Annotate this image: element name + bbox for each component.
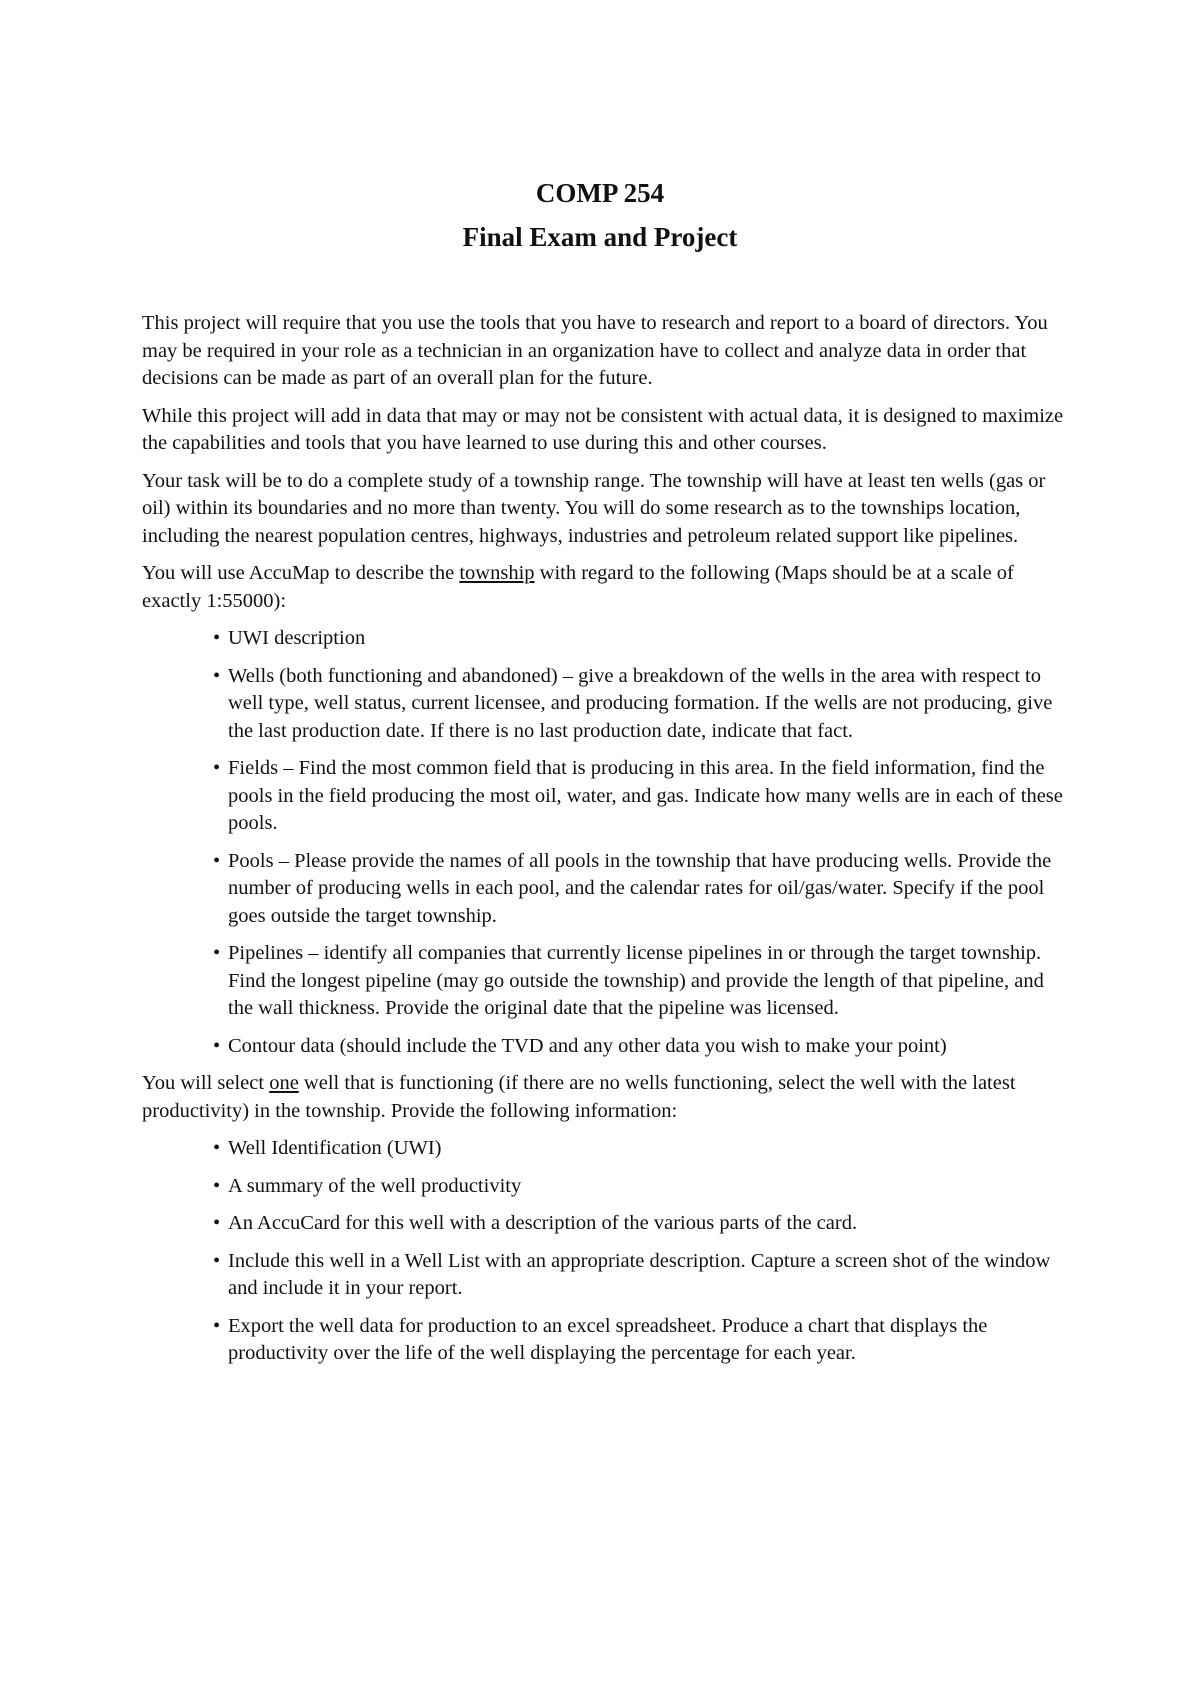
intro-paragraph-3: Your task will be to do a complete study of a township range. The township will have at least ten wells (gas or oil) within its boundaries and no more than twenty. You will do some research as to the townships location, including the nearest population centres, highways, industries and petroleum related support like pipelines. — [142, 469, 1046, 547]
well-lead-text: You will select — [142, 1072, 270, 1094]
list-item-pools: • Pools – Please provide the names of all pools in the township that have producing wells. Provide the number of producing wells in each pool, and the calendar rates for oil/gas/water. Specify if the pool goes outside the target township. — [228, 848, 1072, 931]
list-item-productivity-summary: • A summary of the well productivity — [228, 1173, 1072, 1201]
well-lead-paragraph — [142, 1070, 1072, 1125]
township-lead-text: You will use AccuMap to describe the — [142, 562, 460, 584]
intro-paragraph-1: This project will require that you use the tools that you have to research and report to a board of directors. You may be required in your role as a technician in an organization have to collect and analyze data in order that decisions can be made as part of an overall plan for the future. — [142, 312, 1048, 389]
list-item-export-chart: • Export the well data for production to an excel spreadsheet. Produce a chart that displays the productivity over the life of the well displaying the percentage for each year. — [228, 1313, 1072, 1368]
township-requirements-list — [142, 625, 1072, 1060]
list-item-wells: • Wells (both functioning and abandoned) – give a breakdown of the wells in the area with respect to well type, well status, current licensee, and producing formation. If the wells are not producing, give the last production date. If there is no last production date, indicate that fact. — [228, 663, 1072, 746]
township-underlined-word: township — [459, 562, 535, 584]
well-underlined-word: one — [269, 1072, 299, 1094]
well-requirements-list — [142, 1135, 1072, 1368]
list-item-well-identification: • Well Identification (UWI) — [228, 1135, 1072, 1163]
list-item-pipelines: • Pipelines – identify all companies that currently license pipelines in or through the target township. Find the longest pipeline (may go outside the township) and provide the length of that pipeline, and the wall thickness. Provide the original date that the pipeline was licensed. — [228, 940, 1072, 1023]
township-lead-text-cont: with regard to the following (Maps should be at a scale of exactly 1:55000): — [142, 562, 1014, 612]
list-item-well-list: • Include this well in a Well List with an appropriate description. Capture a screen shot of the window and include it in your report. — [228, 1248, 1072, 1303]
well-lead-text-cont: well that is functioning (if there are no wells functioning, select the well with the latest productivity) in the township. Provide the following information: — [142, 1072, 1016, 1122]
township-lead-paragraph — [142, 560, 1072, 615]
list-item-uwi-description: • UWI description — [228, 625, 1072, 653]
list-item-accucard: • An AccuCard for this well with a description of the various parts of the card. — [228, 1210, 1072, 1238]
intro-paragraph-2: While this project will add in data that may or may not be consistent with actual data, it is designed to maximize the capabilities and tools that you have learned to use during this and other courses. — [142, 404, 1064, 454]
list-item-fields: • Fields – Find the most common field that is producing in this area. In the field information, find the pools in the field producing the most oil, water, and gas. Indicate how many wells are in each of these pools. — [228, 755, 1072, 838]
document-body — [142, 310, 1072, 1378]
document-subtitle: Final Exam and Project — [462, 222, 738, 252]
course-title: COMP 254 — [535, 178, 665, 208]
list-item-contour-data: • Contour data (should include the TVD and any other data you wish to make your point) — [228, 1033, 1072, 1061]
